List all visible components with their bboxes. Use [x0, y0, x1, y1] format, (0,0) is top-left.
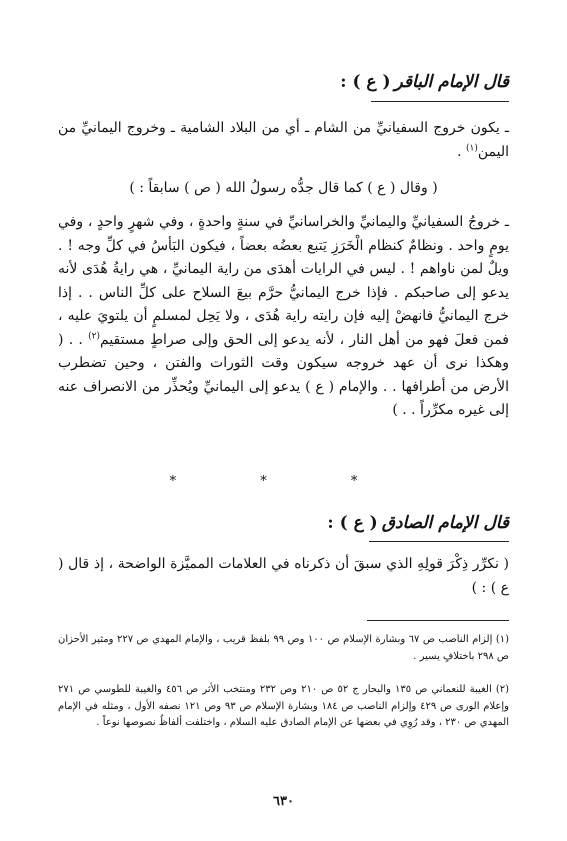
footnote-2: (٢) الغيبة للنعماني ص ١٣٥ والبحار ج ٥٢ ص ٢١٠ وص ٢٣٢ ومنتخب الأثر ص ٤٥٦ والغيبة للطوسي ص ٢٧١ وإعلام الورى ص ٤٢٩ وإلزام الناصب ص ١٨٤ وبشارة الإسلام ص ٩٣ وص ١٢١ نصفه الأول ، ومثله في الإمام المهدي ص ٢٣٠ ، وقد رُوِي في بعضها عن الإمام الصادق عليه السلام ، واختلفت ألفاظُ نصوصها نوعاً .: [58, 684, 510, 728]
footnote-rule: [367, 620, 509, 621]
paragraph-baqir-2: [58, 211, 509, 423]
paragraph-baqir-1: [58, 117, 509, 164]
footnote-1: (١) إلزام الناصب ص ٦٧ وبشارة الإسلام ص ١٠٠ وص ٩٩ بلفظ قريب ، والإمام المهدي ص ٢٢٧ ومثير الأحزان ص ٢٩٨ باختلافٍ يسير .: [58, 634, 510, 662]
paragraph-sadiq: ( نكرِّر ذِكْرَ قولِهِ الذي سبقَ أن ذكرناه في العلامات المميَّزة الواضحة ، إذ قال ( ع ) : ): [58, 556, 509, 596]
footnote-ref-1: (١): [465, 142, 478, 153]
paragraph-tail: . . ( وهكذا نرى أن عهد خروجه سيكون وقت الثورات والفتن ، وحين تضطرب الأرض من أطرافها . . والإمام ( ع ) يدعو إلى اليمانيِّ ويُحذِّر من الانصراف عنه إلى غيره مكرِّراً . . ): [58, 331, 509, 418]
book-page: [58, 0, 509, 841]
paragraph-tail: .: [457, 143, 466, 160]
heading-underline: [371, 101, 509, 102]
section-heading-baqir: [340, 72, 509, 92]
section-heading-sadiq: [327, 513, 509, 533]
heading-title: قال الإمام الصادق: [381, 513, 509, 533]
section-separator: * * *: [169, 474, 398, 489]
heading-suffix: ( ع ) :: [327, 513, 378, 533]
paragraph-text: ـ خروجُ السفيانيِّ واليمانيِّ والخراسانيِّ في سنةٍ واحدةٍ ، وفي شهرٍ واحدٍ ، وفي يومٍ واحد . ونظامٌ كنظام الْخَرَزِ يَتبع بعضُه بعضاً ، فيكون البَأسُ في كلِّ وجه ! . ويلٌ لمن ناواهم ! . ليس في الرايات أهدَى من راية اليمانيِّ ، هي رايةُ هُدَى لأنه يدعو إلى صاحبكم . فإذا خرج اليمانيُّ حرَّم بيعَ السلاح على كلِّ الناس . . إذا خرج اليمانيُّ فانهضْ إليه فإن رايته راية هُدَى ، ولا يَحِل لمسلمٍ أن يلتويَ عليه ، فمن فعلَ فهو من أهل النار ، لأنه يدعو إلى الحق وإلى صراطٍ مستقيم: [58, 214, 509, 348]
narration-note: ( وقال ( ع ) كما قال جدُّه رسولُ الله ( ص ) سابقاً : ): [129, 180, 438, 196]
heading-suffix: ( ع ) :: [340, 72, 391, 92]
paragraph-text: ـ يكون خروج السفيانيِّ من الشام ـ أي من البلاد الشامية ـ وخروج اليمانيِّ من اليمن: [58, 120, 509, 160]
footnote-ref-2: (٢): [88, 330, 101, 341]
heading-underline: [369, 541, 509, 542]
page-number: ٦٣٠: [273, 794, 294, 809]
heading-title: قال الإمام الباقر: [394, 72, 509, 92]
